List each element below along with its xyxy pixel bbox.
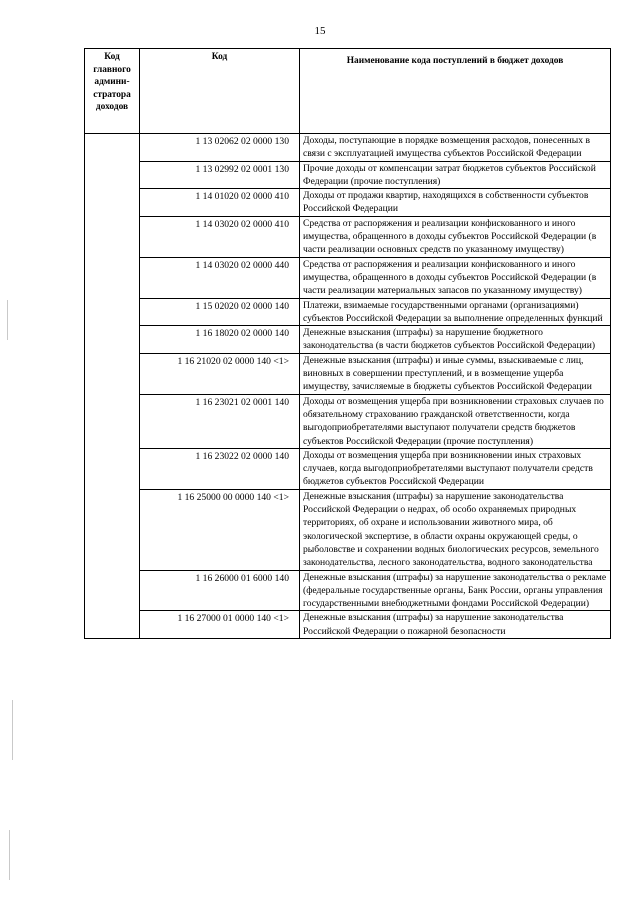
row-name: Прочие доходы от компенсации затрат бюджетов субъектов Российской Федерации (прочие поступления) — [300, 161, 611, 189]
row-name: Средства от распоряжения и реализации конфискованного и иного имущества, обращенного в доходы субъектов Российской Федерации (в части реализации основных средств по указанному имуществу) — [300, 216, 611, 257]
table-row — [85, 394, 611, 448]
table-row — [85, 489, 611, 570]
row-name: Денежные взыскания (штрафы) за нарушение законодательства о рекламе (федеральные государственные органы, Банк России, органы управления государственными внебюджетными фондами Российской Федерации) — [300, 570, 611, 611]
row-code: 1 16 23022 02 0000 140 — [140, 448, 300, 489]
table-row — [85, 189, 611, 217]
table-row — [85, 298, 611, 326]
row-name: Денежные взыскания (штрафы) за нарушение законодательства Российской Федерации о недрах, об особо охраняемых природных территориях, об охране и использовании животного мира, об экологической экспертизе, в области охраны окружающей среды, о рыболовстве и сохранении водных биологических ресурсов, земельного законодательства, лесного законодательства, водного законодательства — [300, 489, 611, 570]
table-header-row — [85, 49, 611, 134]
scan-margin-artifacts — [4, 0, 26, 905]
page-number: 15 — [314, 25, 326, 37]
budget-revenue-codes-table — [84, 48, 611, 639]
table-row — [85, 326, 611, 354]
row-name: Денежные взыскания (штрафы) и иные суммы, взыскиваемые с лиц, виновных в совершении преступлений, и в возмещение ущерба имуществу, зачисляемые в бюджеты субъектов Российской Федерации — [300, 353, 611, 394]
header-admin-code-label: Код главного админи-стратора доходов — [93, 52, 131, 113]
row-code: 1 16 25000 00 0000 140 <1> — [140, 489, 300, 570]
row-code: 1 14 01020 02 0000 410 — [140, 189, 300, 217]
row-code: 1 13 02062 02 0000 130 — [140, 134, 300, 162]
table-row — [85, 216, 611, 257]
row-code: 1 13 02992 02 0001 130 — [140, 161, 300, 189]
row-name: Денежные взыскания (штрафы) за нарушение бюджетного законодательства (в части бюджетов субъектов Российской Федерации) — [300, 326, 611, 354]
row-code: 1 16 23021 02 0001 140 — [140, 394, 300, 448]
row-code: 1 16 18020 02 0000 140 — [140, 326, 300, 354]
header-name: Наименование кода поступлений в бюджет доходов — [300, 49, 611, 134]
row-name: Доходы, поступающие в порядке возмещения расходов, понесенных в связи с эксплуатацией имущества субъектов Российской Федерации — [300, 134, 611, 162]
row-name: Доходы от возмещения ущерба при возникновении иных страховых случаев, когда выгодоприобретателями выступают получатели средств бюджетов субъектов Российской Федерации — [300, 448, 611, 489]
row-code: 1 14 03020 02 0000 440 — [140, 257, 300, 298]
table-row — [85, 134, 611, 162]
table-row — [85, 353, 611, 394]
table-row — [85, 570, 611, 611]
header-admin-code — [85, 49, 140, 134]
row-code: 1 16 21020 02 0000 140 <1> — [140, 353, 300, 394]
row-code: 1 16 26000 01 6000 140 — [140, 570, 300, 611]
admin-code-cell — [85, 134, 140, 639]
row-name: Платежи, взимаемые государственными органами (организациями) субъектов Российской Федерации за выполнение определенных функций — [300, 298, 611, 326]
table-row — [85, 611, 611, 639]
table-row — [85, 257, 611, 298]
header-code: Код — [140, 49, 300, 134]
row-name: Денежные взыскания (штрафы) за нарушение законодательства Российской Федерации о пожарной безопасности — [300, 611, 611, 639]
table-row — [85, 448, 611, 489]
row-name: Доходы от продажи квартир, находящихся в собственности субъектов Российской Федерации — [300, 189, 611, 217]
row-name: Доходы от возмещения ущерба при возникновении страховых случаев по обязательному страхованию гражданской ответственности, когда выгодоприобретателями выступают получатели средств бюджетов субъектов Российской Федерации (прочие поступления) — [300, 394, 611, 448]
row-code: 1 16 27000 01 0000 140 <1> — [140, 611, 300, 639]
table-row — [85, 161, 611, 189]
row-code: 1 14 03020 02 0000 410 — [140, 216, 300, 257]
row-name: Средства от распоряжения и реализации конфискованного и иного имущества, обращенного в доходы субъектов Российской Федерации (в части реализации материальных запасов по указанному имуществу) — [300, 257, 611, 298]
row-code: 1 15 02020 02 0000 140 — [140, 298, 300, 326]
